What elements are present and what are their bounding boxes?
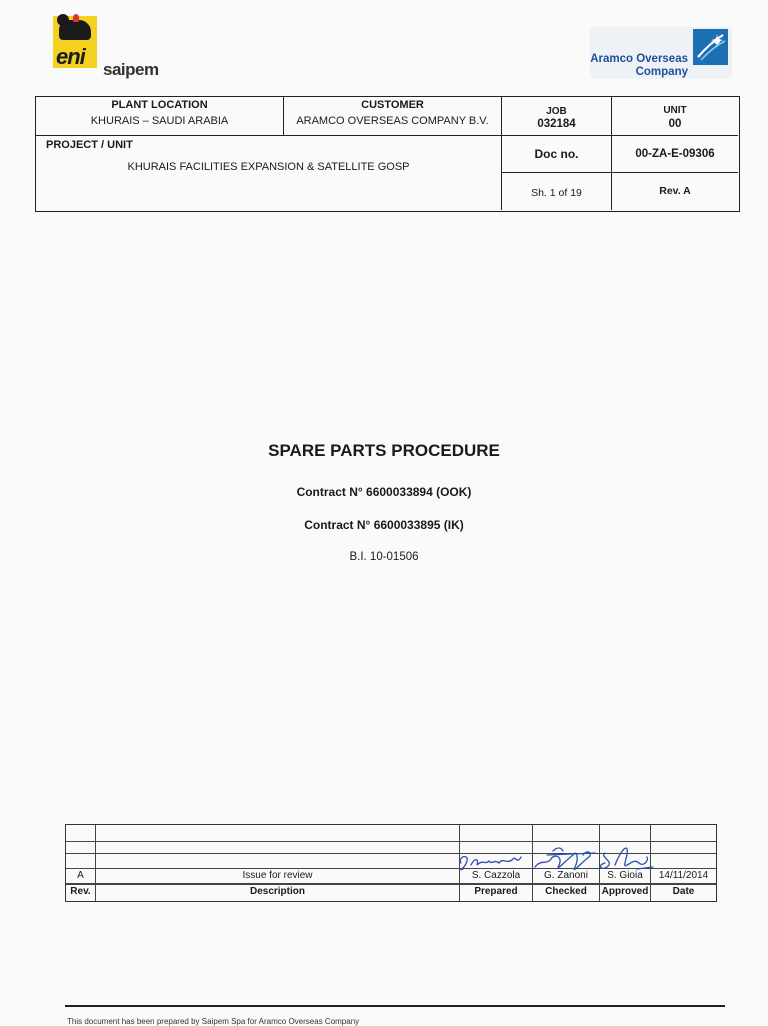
- project-value: KHURAIS FACILITIES EXPANSION & SATELLITE GOSP: [127, 161, 410, 173]
- saipem-logo: saipem: [103, 60, 159, 79]
- prepared-header: Prepared: [474, 886, 518, 897]
- aramco-star-icon: [693, 29, 728, 65]
- rev-header: Rev.: [70, 886, 91, 897]
- footer-note: This document has been prepared by Saipem Spa for Aramco Overseas Company: [67, 1017, 360, 1026]
- doc-no-label: Doc no.: [534, 147, 579, 161]
- date-header: Date: [672, 886, 695, 897]
- approved-header: Approved: [601, 886, 649, 897]
- checked-header: Checked: [545, 886, 587, 897]
- signature-checked: [535, 852, 595, 869]
- footer-divider: [65, 1005, 725, 1007]
- sheet-number: Sh. 1 of 19: [531, 187, 582, 199]
- customer-value: ARAMCO OVERSEAS COMPANY B.V.: [296, 115, 489, 127]
- project-label: PROJECT / UNIT: [46, 139, 133, 151]
- description-header: Description: [249, 886, 305, 897]
- job-value: 032184: [537, 118, 576, 130]
- plant-location-label: PLANT LOCATION: [111, 99, 208, 111]
- plant-location-value: KHURAIS – SAUDI ARABIA: [90, 115, 229, 127]
- signature-prepared: [460, 857, 521, 870]
- aramco-logo-line1: Aramco Overseas: [590, 53, 688, 65]
- job-label: JOB: [546, 106, 567, 117]
- customer-label: CUSTOMER: [361, 99, 424, 111]
- signatures: [455, 835, 665, 881]
- contract-number-2: Contract N° 6600033895 (IK): [304, 518, 464, 532]
- document-title: SPARE PARTS PROCEDURE: [268, 441, 500, 460]
- eni-logo: [53, 16, 97, 68]
- document-header-table: [35, 96, 740, 212]
- date-value: 14/11/2014: [658, 870, 709, 881]
- aramco-logo-line2: Company: [635, 66, 688, 78]
- prepared-value: S. Cazzola: [471, 870, 521, 881]
- bi-number: B.I. 10-01506: [349, 551, 419, 563]
- unit-value: 00: [668, 118, 682, 130]
- six-legged-dog-icon: [59, 20, 91, 40]
- unit-label: UNIT: [663, 105, 687, 116]
- eni-logo-text: eni: [56, 44, 85, 69]
- checked-value: G. Zanoni: [544, 870, 588, 881]
- doc-no-value: 00-ZA-E-09306: [635, 148, 715, 160]
- contract-number-1: Contract N° 6600033894 (OOK): [296, 485, 472, 499]
- aramco-logo: [590, 27, 732, 83]
- signature-approved: [601, 848, 653, 869]
- revision-label: Rev. A: [659, 185, 691, 197]
- rev-value: A: [77, 870, 84, 881]
- approved-value: S. Gioia: [607, 870, 643, 881]
- description-value: Issue for review: [242, 870, 313, 881]
